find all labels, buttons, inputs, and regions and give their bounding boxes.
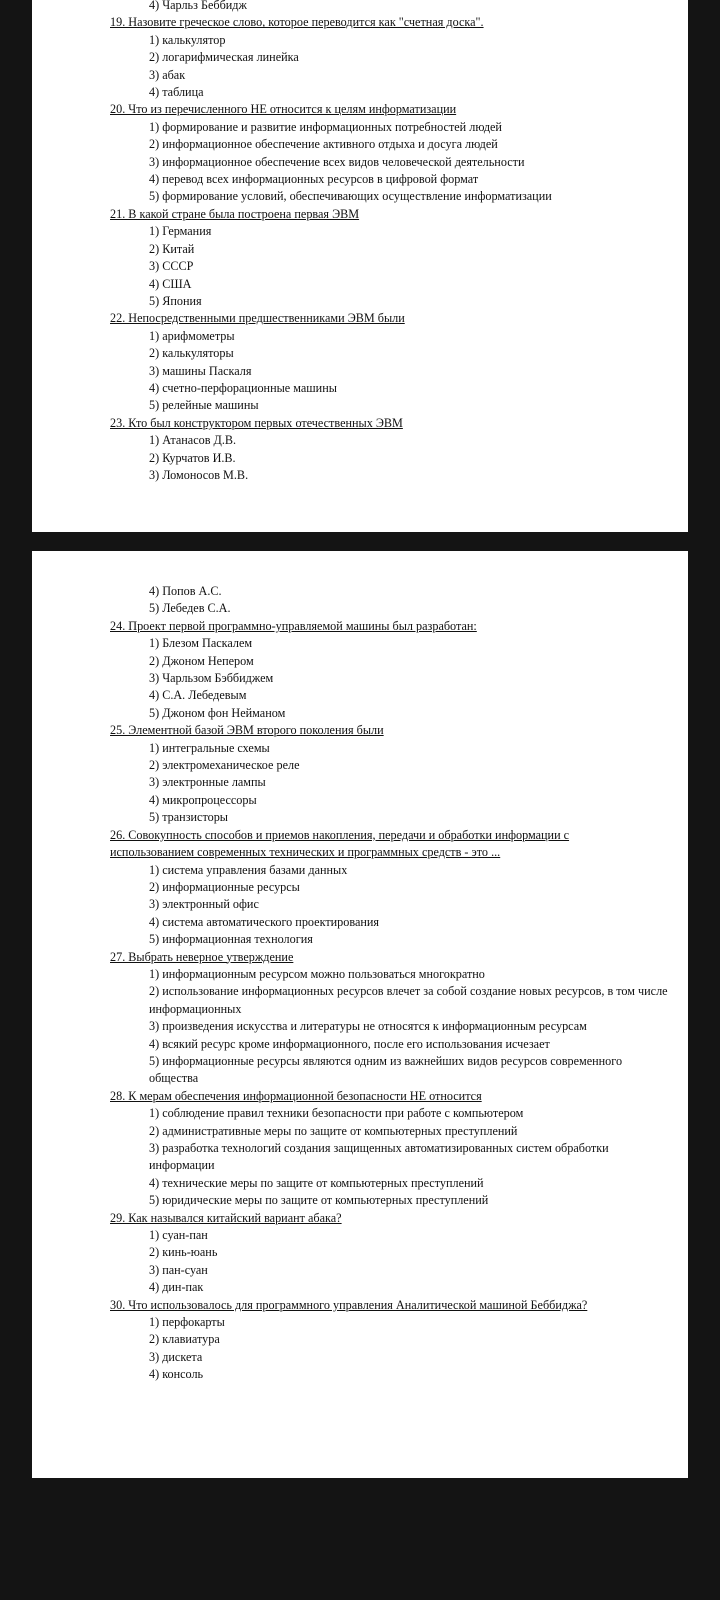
option-item: 5) релейные машины <box>149 398 259 413</box>
question-28 <box>110 1088 640 1210</box>
page-1-content <box>110 0 640 484</box>
question-text: 24. Проект первой программно-управляемой машины был разработан: <box>110 618 477 633</box>
question-27 <box>110 949 668 1088</box>
question-text: 22. Непосредственными предшественниками ЭВМ были <box>110 311 405 326</box>
option-item: 2) кинь-юань <box>149 1245 218 1260</box>
question-20 <box>110 101 640 205</box>
document-page-1 <box>32 0 688 532</box>
option-item: 1) Атанасов Д.В. <box>149 433 237 448</box>
question-text: 21. В какой стране была построена первая ЭВМ <box>110 206 360 221</box>
option-item: 2) использование информационных ресурсов влечет за собой создание новых ресурсов, в том числе информационных <box>149 984 668 1016</box>
question-text: 20. Что из перечисленного НЕ относится к целям информатизации <box>110 102 457 117</box>
option-item: 5) информационная технология <box>149 932 313 947</box>
option-item: 2) административные меры по защите от компьютерных преступлений <box>149 1123 518 1138</box>
question-text: 26. Совокупность способов и приемов накопления, передачи и обработки информации с использованием современных технических и программных средств - это ... <box>110 827 570 860</box>
option-item: 1) перфокарты <box>149 1315 225 1330</box>
option-item: 1) соблюдение правил техники безопасности при работе с компьютером <box>149 1106 524 1121</box>
option-item: 1) Блезом Паскалем <box>149 636 253 651</box>
option-item: 4) дин-пак <box>149 1280 204 1295</box>
question-24 <box>110 618 640 722</box>
option-item: 2) информационные ресурсы <box>149 879 300 894</box>
option-item: 1) интегральные схемы <box>149 740 270 755</box>
option-item: 3) Чарльзом Бэббиджем <box>149 671 274 686</box>
option-item: 2) информационное обеспечение активного отдыха и досуга людей <box>149 137 498 152</box>
option-item: 2) электромеханическое реле <box>149 758 300 773</box>
question-text: 25. Элементной базой ЭВМ второго поколения были <box>110 723 384 738</box>
option-item: 5) формирование условий, обеспечивающих осуществление информатизации <box>149 189 552 204</box>
option-item: 5) Джоном фон Нейманом <box>149 705 286 720</box>
question-text: 28. К мерам обеспечения информационной безопасности НЕ относится <box>110 1088 482 1103</box>
option-item: 4) микропроцессоры <box>149 792 257 807</box>
option-item: 1) суан-пан <box>149 1228 208 1243</box>
question-text: 29. Как назывался китайский вариант абака? <box>110 1210 342 1225</box>
question-29 <box>110 1210 640 1297</box>
question-text: 30. Что использовалось для программного управления Аналитической машиной Беббиджа? <box>110 1297 588 1312</box>
option-item: 4) Попов А.С. <box>149 584 222 598</box>
option-item: 3) разработка технологий создания защищенных автоматизированных систем обработки информации <box>149 1141 609 1173</box>
question-22 <box>110 310 640 414</box>
document-page-2 <box>32 551 688 1478</box>
option-item: 3) электронный офис <box>149 897 259 912</box>
option-item: 5) юридические меры по защите от компьютерных преступлений <box>149 1193 489 1208</box>
option-item: 3) машины Паскаля <box>149 363 252 378</box>
page-2-content <box>110 583 668 1384</box>
option-item: 4) технические меры по защите от компьютерных преступлений <box>149 1175 484 1190</box>
option-item: 4) США <box>149 276 192 291</box>
option-item: 1) система управления базами данных <box>149 862 348 877</box>
question-23 <box>110 415 640 485</box>
option-item: 4) перевод всех информационных ресурсов в цифровой формат <box>149 172 479 187</box>
option-item: 3) СССР <box>149 259 194 274</box>
option-item: 3) Ломоносов М.В. <box>149 467 249 482</box>
option-item: 1) формирование и развитие информационных потребностей людей <box>149 119 502 134</box>
option-item: 5) информационные ресурсы являются одним из важнейших видов ресурсов современного общества <box>149 1053 623 1086</box>
option-item: 2) Джоном Непером <box>149 653 254 668</box>
option-item: 3) абак <box>149 67 186 82</box>
option-item: 2) логарифмическая линейка <box>149 50 299 65</box>
question-30 <box>110 1297 640 1384</box>
question-26 <box>110 827 640 949</box>
option-item: 4) консоль <box>149 1367 204 1382</box>
option-item: 4) Чарльз Беббидж <box>149 0 247 12</box>
option-item: 3) информационное обеспечение всех видов человеческой деятельности <box>149 154 525 169</box>
question-21 <box>110 206 640 310</box>
option-item: 2) клавиатура <box>149 1332 220 1347</box>
question-text: 27. Выбрать неверное утверждение <box>110 949 294 964</box>
option-item: 4) таблица <box>149 85 204 100</box>
option-item: 3) пан-суан <box>149 1262 208 1277</box>
option-item: 2) Китай <box>149 241 195 256</box>
option-item: 1) арифмометры <box>149 328 235 343</box>
option-item: 3) электронные лампы <box>149 775 266 790</box>
question-25 <box>110 722 640 826</box>
question-19 <box>110 14 640 101</box>
option-item: 5) Лебедев С.А. <box>149 601 231 616</box>
option-item: 4) всякий ресурс кроме информационного, после его использования исчезает <box>149 1036 550 1051</box>
option-item: 4) счетно-перфорационные машины <box>149 380 337 395</box>
question-text: 19. Назовите греческое слово, которое переводится как "счетная доска". <box>110 15 484 30</box>
option-item: 2) Курчатов И.В. <box>149 450 236 465</box>
option-item: 1) калькулятор <box>149 32 226 47</box>
option-item: 5) транзисторы <box>149 810 228 825</box>
option-item: 5) Япония <box>149 293 202 308</box>
option-item: 3) дискета <box>149 1349 203 1364</box>
option-item: 3) произведения искусства и литературы не относятся к информационным ресурсам <box>149 1019 587 1034</box>
option-item: 4) система автоматического проектирования <box>149 914 380 929</box>
option-item: 1) информационным ресурсом можно пользоваться многократно <box>149 966 485 981</box>
option-item: 1) Германия <box>149 224 212 239</box>
option-item: 4) С.А. Лебедевым <box>149 688 247 703</box>
question-text: 23. Кто был конструктором первых отечественных ЭВМ <box>110 415 403 430</box>
option-item: 2) калькуляторы <box>149 346 234 361</box>
